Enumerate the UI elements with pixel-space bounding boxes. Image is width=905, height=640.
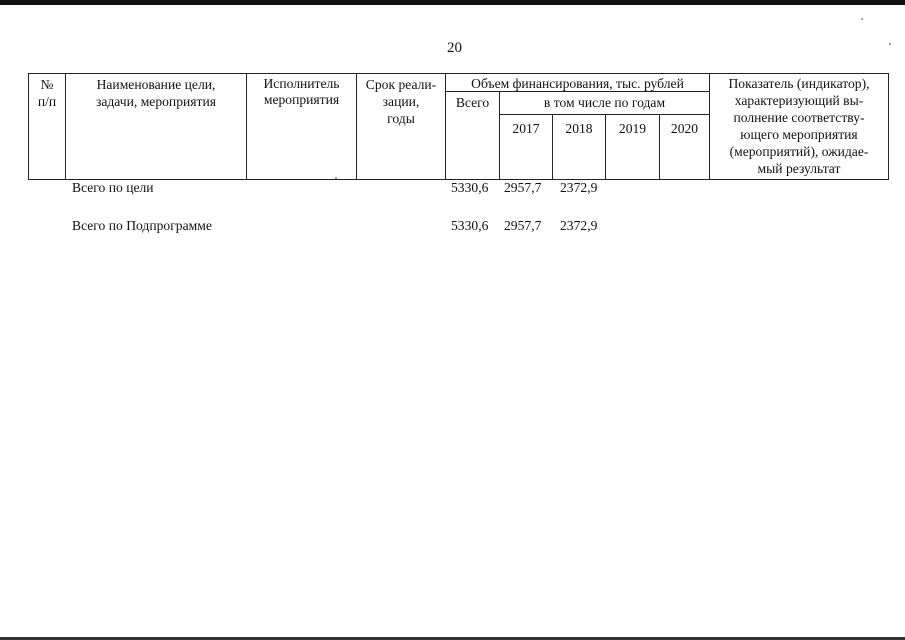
header-indicator-line6: мый результат: [757, 161, 841, 176]
header-executor-line2: мероприятия: [263, 92, 340, 107]
header-term-line1: Срок реали-: [365, 77, 437, 92]
row-total: 5330,6: [451, 218, 489, 233]
row-value-2017: 2957,7: [504, 180, 542, 195]
page-number: 20: [447, 40, 462, 56]
row-label: Всего по цели: [72, 180, 154, 195]
header-year-2018: 2018: [565, 121, 593, 136]
header-number-line2: п/п: [37, 94, 57, 109]
row-total: 5330,6: [451, 180, 489, 195]
header-indicator-line2: характеризующий вы-: [734, 93, 864, 108]
header-name-line1: Наименование цели,: [96, 77, 216, 92]
header-year-2019: 2019: [618, 121, 647, 136]
row-value-2018: 2372,9: [560, 180, 598, 195]
header-indicator-line1: Показатель (индикатор),: [728, 76, 870, 91]
header-indicator-line3: полнение соответству-: [733, 110, 865, 125]
header-indicator-line5: (мероприятий), ожидае-: [729, 144, 869, 159]
header-indicator-line4: ющего мероприятия: [740, 127, 858, 142]
scan-speck: [861, 18, 863, 20]
header-total: Всего: [455, 95, 490, 110]
header-term-line2: зации,: [382, 94, 420, 109]
header-name-line2: задачи, мероприятия: [95, 94, 216, 109]
top-border-rule: [0, 0, 905, 5]
row-value-2018: 2372,9: [560, 218, 598, 233]
header-year-2017: 2017: [512, 121, 540, 136]
header-by-years: в том числе по годам: [543, 95, 666, 110]
row-value-2017: 2957,7: [504, 218, 542, 233]
header-number-line1: №: [40, 77, 54, 92]
scan-speck: [335, 177, 337, 179]
header-executor-line1: Исполнитель: [263, 76, 340, 91]
header-term-line3: годы: [387, 111, 415, 126]
row-label: Всего по Подпрограмме: [72, 218, 212, 233]
header-year-2020: 2020: [670, 121, 699, 136]
header-funding-title: Объем финансирования, тыс. рублей: [471, 76, 684, 91]
scan-speck: [889, 43, 891, 45]
